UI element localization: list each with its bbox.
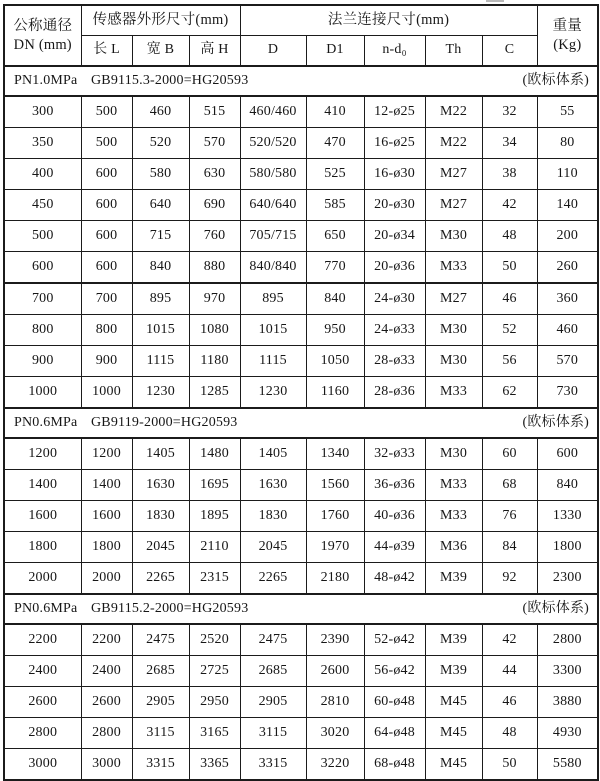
table-cell: 410 — [306, 96, 364, 128]
table-cell: M33 — [425, 377, 482, 409]
table-cell: 2600 — [4, 687, 81, 718]
table-cell: 1830 — [240, 501, 306, 532]
table-cell: 1340 — [306, 438, 364, 470]
table-row — [4, 687, 598, 718]
table-cell: 705/715 — [240, 221, 306, 252]
table-cell: 570 — [537, 346, 598, 377]
table-cell: 900 — [81, 346, 132, 377]
table-cell: 24-ø30 — [364, 283, 425, 315]
table-cell: M33 — [425, 501, 482, 532]
table-row — [4, 563, 598, 595]
table-cell: 1200 — [81, 438, 132, 470]
table-cell: 895 — [132, 283, 189, 315]
table-cell: M33 — [425, 252, 482, 284]
table-cell: 36-ø36 — [364, 470, 425, 501]
table-cell: 260 — [537, 252, 598, 284]
table-cell: 760 — [189, 221, 240, 252]
table-cell: 730 — [537, 377, 598, 409]
table-cell: 400 — [4, 159, 81, 190]
table-cell: 1230 — [240, 377, 306, 409]
table-cell: 1560 — [306, 470, 364, 501]
table-cell: M30 — [425, 438, 482, 470]
table-cell: 1080 — [189, 315, 240, 346]
table-cell: M30 — [425, 315, 482, 346]
table-cell: 2600 — [306, 656, 364, 687]
table-cell: 1015 — [240, 315, 306, 346]
section-note: (欧标体系) — [522, 600, 590, 616]
table-cell: 16-ø30 — [364, 159, 425, 190]
table-cell: 470 — [306, 128, 364, 159]
table-cell: 1480 — [189, 438, 240, 470]
table-cell: 2685 — [132, 656, 189, 687]
table-cell: 1330 — [537, 501, 598, 532]
table-cell: 2600 — [81, 687, 132, 718]
table-row — [4, 532, 598, 563]
table-cell: 2300 — [537, 563, 598, 595]
table-cell: 3315 — [240, 749, 306, 781]
table-cell: 20-ø30 — [364, 190, 425, 221]
table-cell: 2950 — [189, 687, 240, 718]
section-standard: GB9119-2000=HG20593 — [91, 414, 238, 430]
table-cell: 600 — [81, 190, 132, 221]
table-cell: 460/460 — [240, 96, 306, 128]
section-note: (欧标体系) — [522, 72, 590, 88]
section-standard: GB9115.3-2000=HG20593 — [91, 72, 249, 88]
table-cell: M45 — [425, 749, 482, 781]
table-row — [4, 315, 598, 346]
table-cell: 2265 — [240, 563, 306, 595]
table-cell: 1015 — [132, 315, 189, 346]
table-cell: 950 — [306, 315, 364, 346]
table-cell: 840/840 — [240, 252, 306, 284]
table-cell: 52 — [482, 315, 537, 346]
table-cell: 2800 — [537, 624, 598, 656]
header-length-l: 长 L — [81, 36, 132, 67]
table-cell: 690 — [189, 190, 240, 221]
header-row-groups — [4, 5, 598, 36]
table-cell: 20-ø34 — [364, 221, 425, 252]
table-cell: 48 — [482, 221, 537, 252]
table-cell: 2475 — [240, 624, 306, 656]
table-cell: 460 — [537, 315, 598, 346]
header-row-subcolumns — [4, 36, 598, 67]
table-cell: 24-ø33 — [364, 315, 425, 346]
table-cell: 3220 — [306, 749, 364, 781]
table-cell: 5580 — [537, 749, 598, 781]
table-cell: 2685 — [240, 656, 306, 687]
table-cell: 600 — [4, 252, 81, 284]
table-cell: 3365 — [189, 749, 240, 781]
table-cell: 600 — [81, 221, 132, 252]
header-th: Th — [425, 36, 482, 67]
table-cell: 640 — [132, 190, 189, 221]
table-cell: 650 — [306, 221, 364, 252]
header-flange-dimensions-group: 法兰连接尺寸(mm) — [240, 5, 537, 36]
table-cell: 2045 — [132, 532, 189, 563]
table-cell: M30 — [425, 346, 482, 377]
table-cell: 64-ø48 — [364, 718, 425, 749]
header-sensor-dimensions-group: 传感器外形尺寸(mm) — [81, 5, 240, 36]
table-cell: 60 — [482, 438, 537, 470]
table-cell: 2200 — [81, 624, 132, 656]
table-cell: 1895 — [189, 501, 240, 532]
table-cell: 2045 — [240, 532, 306, 563]
table-cell: 2390 — [306, 624, 364, 656]
section-header-cell — [4, 66, 598, 96]
table-cell: 60-ø48 — [364, 687, 425, 718]
section-note: (欧标体系) — [522, 414, 590, 430]
table-cell: 50 — [482, 252, 537, 284]
table-row — [4, 128, 598, 159]
table-cell: 1200 — [4, 438, 81, 470]
table-cell: 55 — [537, 96, 598, 128]
header-d: D — [240, 36, 306, 67]
header-weight-cn: 重量 — [552, 18, 582, 35]
table-cell: 520/520 — [240, 128, 306, 159]
table-cell: 800 — [4, 315, 81, 346]
table-cell: 580 — [132, 159, 189, 190]
table-cell: 52-ø42 — [364, 624, 425, 656]
table-cell: 1600 — [4, 501, 81, 532]
table-cell: 2315 — [189, 563, 240, 595]
table-cell: 1800 — [4, 532, 81, 563]
table-cell: 84 — [482, 532, 537, 563]
table-cell: 1800 — [81, 532, 132, 563]
table-cell: 2000 — [4, 563, 81, 595]
table-cell: M36 — [425, 532, 482, 563]
table-cell: 1630 — [240, 470, 306, 501]
table-cell: 3115 — [132, 718, 189, 749]
table-cell: 2000 — [81, 563, 132, 595]
table-cell: M45 — [425, 687, 482, 718]
table-cell: 1600 — [81, 501, 132, 532]
table-cell: 20-ø36 — [364, 252, 425, 284]
table-cell: 1970 — [306, 532, 364, 563]
table-cell: 3300 — [537, 656, 598, 687]
table-cell: 2265 — [132, 563, 189, 595]
table-cell: 42 — [482, 190, 537, 221]
table-cell: 350 — [4, 128, 81, 159]
table-cell: 3000 — [81, 749, 132, 781]
table-cell: 32-ø33 — [364, 438, 425, 470]
table-row — [4, 221, 598, 252]
table-cell: 1000 — [81, 377, 132, 409]
section-label: PN0.6MPa — [14, 600, 78, 616]
table-cell: 2800 — [81, 718, 132, 749]
header-nominal-diameter — [4, 5, 81, 66]
table-cell: 3315 — [132, 749, 189, 781]
table-cell: 520 — [132, 128, 189, 159]
header-width-b: 宽 B — [132, 36, 189, 67]
table-cell: 1400 — [4, 470, 81, 501]
table-row — [4, 377, 598, 409]
table-cell: 2810 — [306, 687, 364, 718]
table-cell: 50 — [482, 749, 537, 781]
table-cell: 525 — [306, 159, 364, 190]
table-cell: 1285 — [189, 377, 240, 409]
table-cell: 1180 — [189, 346, 240, 377]
table-cell: 460 — [132, 96, 189, 128]
table-cell: 1405 — [240, 438, 306, 470]
table-cell: 500 — [81, 96, 132, 128]
section-header-cell — [4, 408, 598, 438]
table-cell: 585 — [306, 190, 364, 221]
section-label: PN0.6MPa — [14, 414, 78, 430]
table-row — [4, 624, 598, 656]
table-cell: 44-ø39 — [364, 532, 425, 563]
table-cell: M45 — [425, 718, 482, 749]
section-label: PN1.0MPa — [14, 72, 78, 88]
table-row — [4, 438, 598, 470]
table-cell: 80 — [537, 128, 598, 159]
table-cell: 2725 — [189, 656, 240, 687]
table-cell: 900 — [4, 346, 81, 377]
table-cell: 1760 — [306, 501, 364, 532]
table-cell: M33 — [425, 470, 482, 501]
table-cell: 3020 — [306, 718, 364, 749]
table-cell: 32 — [482, 96, 537, 128]
table-cell: 580/580 — [240, 159, 306, 190]
table-row — [4, 252, 598, 284]
table-cell: M39 — [425, 563, 482, 595]
table-cell: 1830 — [132, 501, 189, 532]
table-cell: M22 — [425, 128, 482, 159]
header-weight — [537, 5, 598, 66]
table-cell: 110 — [537, 159, 598, 190]
table-cell: 1160 — [306, 377, 364, 409]
table-cell: 38 — [482, 159, 537, 190]
table-cell: 715 — [132, 221, 189, 252]
table-cell: 4930 — [537, 718, 598, 749]
table-row — [4, 283, 598, 315]
table-cell: 1800 — [537, 532, 598, 563]
table-row — [4, 656, 598, 687]
table-cell: 515 — [189, 96, 240, 128]
table-cell: 450 — [4, 190, 81, 221]
table-row — [4, 749, 598, 781]
section-header-row — [4, 594, 598, 624]
table-cell: 700 — [4, 283, 81, 315]
section-header-row — [4, 408, 598, 438]
table-cell: 2800 — [4, 718, 81, 749]
table-cell: 700 — [81, 283, 132, 315]
table-cell: M27 — [425, 283, 482, 315]
header-c: C — [482, 36, 537, 67]
table-cell: 200 — [537, 221, 598, 252]
page-edge-artifact — [486, 0, 504, 2]
table-row — [4, 346, 598, 377]
table-cell: M39 — [425, 624, 482, 656]
table-cell: 360 — [537, 283, 598, 315]
table-cell: 500 — [81, 128, 132, 159]
table-row — [4, 190, 598, 221]
table-cell: 56 — [482, 346, 537, 377]
table-cell: 500 — [4, 221, 81, 252]
table-cell: 1695 — [189, 470, 240, 501]
table-cell: 600 — [81, 159, 132, 190]
table-cell: 3000 — [4, 749, 81, 781]
section-standard: GB9115.2-2000=HG20593 — [91, 600, 249, 616]
table-cell: 3880 — [537, 687, 598, 718]
table-cell: 56-ø42 — [364, 656, 425, 687]
table-cell: 62 — [482, 377, 537, 409]
dimension-spec-table — [3, 4, 599, 781]
table-cell: 640/640 — [240, 190, 306, 221]
table-cell: 840 — [132, 252, 189, 284]
table-cell: 2400 — [4, 656, 81, 687]
table-cell: 46 — [482, 687, 537, 718]
table-cell: 840 — [537, 470, 598, 501]
table-cell: 46 — [482, 283, 537, 315]
table-cell: 1630 — [132, 470, 189, 501]
table-cell: 92 — [482, 563, 537, 595]
table-cell: 1230 — [132, 377, 189, 409]
header-n-d0: n-d₀ — [364, 36, 425, 67]
table-cell: 770 — [306, 252, 364, 284]
table-cell: 12-ø25 — [364, 96, 425, 128]
table-row — [4, 470, 598, 501]
table-cell: 630 — [189, 159, 240, 190]
table-cell: 48-ø42 — [364, 563, 425, 595]
table-cell: 48 — [482, 718, 537, 749]
section-header-cell — [4, 594, 598, 624]
header-nominal-diameter-unit: DN (mm) — [13, 36, 72, 53]
table-cell: 300 — [4, 96, 81, 128]
table-cell: 16-ø25 — [364, 128, 425, 159]
table-cell: 42 — [482, 624, 537, 656]
table-cell: 28-ø33 — [364, 346, 425, 377]
table-cell: 40-ø36 — [364, 501, 425, 532]
table-cell: M27 — [425, 190, 482, 221]
table-cell: 1050 — [306, 346, 364, 377]
header-height-h: 高 H — [189, 36, 240, 67]
table-row — [4, 501, 598, 532]
table-cell: 895 — [240, 283, 306, 315]
table-cell: 2200 — [4, 624, 81, 656]
header-nominal-diameter-cn: 公称通径 — [13, 18, 73, 35]
table-cell: 76 — [482, 501, 537, 532]
table-cell: 3115 — [240, 718, 306, 749]
table-cell: 2520 — [189, 624, 240, 656]
table-cell: M22 — [425, 96, 482, 128]
table-cell: 800 — [81, 315, 132, 346]
table-cell: 2180 — [306, 563, 364, 595]
table-cell: 1405 — [132, 438, 189, 470]
table-cell: 68 — [482, 470, 537, 501]
table-cell: 880 — [189, 252, 240, 284]
table-cell: 1400 — [81, 470, 132, 501]
table-cell: 2905 — [240, 687, 306, 718]
table-row — [4, 718, 598, 749]
table-cell: 44 — [482, 656, 537, 687]
table-cell: 2110 — [189, 532, 240, 563]
table-cell: M30 — [425, 221, 482, 252]
table-cell: 600 — [81, 252, 132, 284]
table-cell: 2475 — [132, 624, 189, 656]
table-cell: 2905 — [132, 687, 189, 718]
table-row — [4, 159, 598, 190]
table-cell: 1115 — [240, 346, 306, 377]
table-cell: 2400 — [81, 656, 132, 687]
table-cell: 970 — [189, 283, 240, 315]
table-cell: M39 — [425, 656, 482, 687]
header-d1: D1 — [306, 36, 364, 67]
table-cell: 600 — [537, 438, 598, 470]
table-cell: 140 — [537, 190, 598, 221]
table-cell: 34 — [482, 128, 537, 159]
table-cell: 840 — [306, 283, 364, 315]
table-cell: 570 — [189, 128, 240, 159]
table-cell: 68-ø48 — [364, 749, 425, 781]
section-header-row — [4, 66, 598, 96]
table-row — [4, 96, 598, 128]
table-body — [4, 66, 598, 780]
table-cell: M27 — [425, 159, 482, 190]
table-cell: 28-ø36 — [364, 377, 425, 409]
table-cell: 1000 — [4, 377, 81, 409]
table-cell: 3165 — [189, 718, 240, 749]
table-cell: 1115 — [132, 346, 189, 377]
header-weight-unit: (Kg) — [553, 36, 582, 53]
